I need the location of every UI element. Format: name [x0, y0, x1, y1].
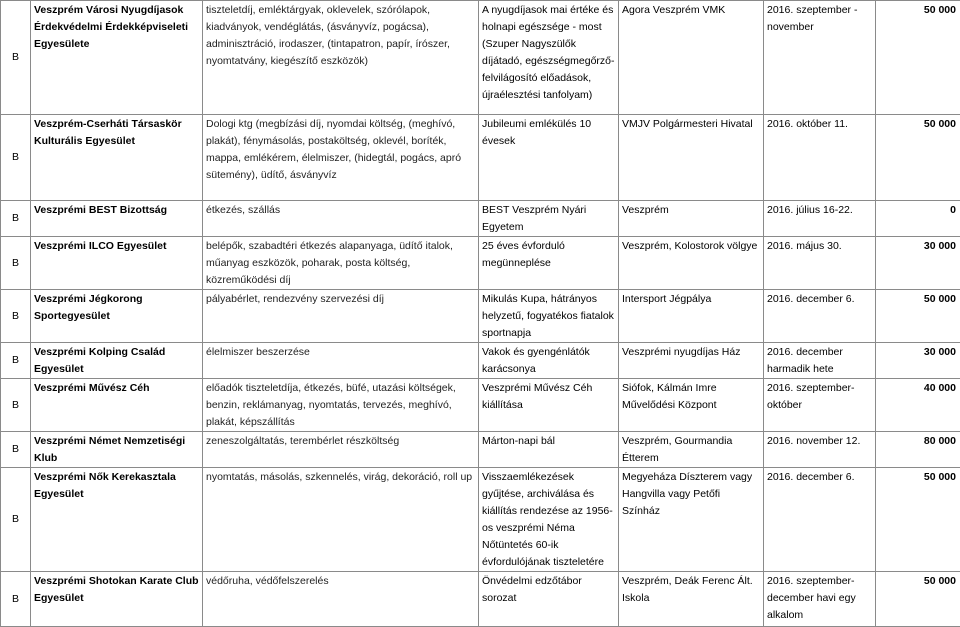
table-row	[1, 572, 960, 627]
amount-cell: 80 000	[876, 432, 960, 468]
purpose-cell: étkezés, szállás	[203, 201, 479, 237]
table-row	[1, 432, 960, 468]
category-cell: B	[1, 468, 31, 572]
event-cell: Vakok és gyengénlátók karácsonya	[479, 343, 619, 379]
organization-cell: Veszprémi ILCO Egyesület	[31, 237, 203, 290]
purpose-cell: tiszteletdíj, emléktárgyak, oklevelek, szórólapok, kiadványok, vendéglátás, (ásványvíz, pogácsa), adminisztráció, irodaszer, (tintapatron, papír, írószer, nyomtatvány, kiegészítő eszközök)	[203, 1, 479, 115]
amount-cell: 30 000	[876, 343, 960, 379]
organization-cell: Veszprémi Jégkorong Sportegyesület	[31, 290, 203, 343]
table-row	[1, 115, 960, 201]
table-row	[1, 237, 960, 290]
venue-cell: Siófok, Kálmán Imre Művelődési Központ	[619, 379, 764, 432]
purpose-cell: előadók tiszteletdíja, étkezés, büfé, utazási költségek, benzin, reklámanyag, nyomtatás, tervezés, meghívó, plakát, képszállítás	[203, 379, 479, 432]
venue-cell: Agora Veszprém VMK	[619, 1, 764, 115]
table-row	[1, 468, 960, 572]
event-cell: Márton-napi bál	[479, 432, 619, 468]
organization-cell: Veszprémi Művész Céh	[31, 379, 203, 432]
organization-cell: Veszprém-Cserháti Társaskör Kulturális Egyesület	[31, 115, 203, 201]
purpose-cell: nyomtatás, másolás, szkennelés, virág, dekoráció, roll up	[203, 468, 479, 572]
date-cell: 2016. december 6.	[764, 290, 876, 343]
amount-cell: 50 000	[876, 1, 960, 115]
event-cell: Jubileumi emlékülés 10 évesek	[479, 115, 619, 201]
date-cell: 2016. november 12.	[764, 432, 876, 468]
purpose-cell: védőruha, védőfelszerelés	[203, 572, 479, 627]
date-cell: 2016. szeptember - november	[764, 1, 876, 115]
date-cell: 2016. május 30.	[764, 237, 876, 290]
event-cell: BEST Veszprém Nyári Egyetem	[479, 201, 619, 237]
date-cell: 2016. szeptember-december havi egy alkalom	[764, 572, 876, 627]
amount-cell: 0	[876, 201, 960, 237]
purpose-cell: pályabérlet, rendezvény szervezési díj	[203, 290, 479, 343]
amount-cell: 40 000	[876, 379, 960, 432]
venue-cell: Veszprém, Deák Ferenc Ált. Iskola	[619, 572, 764, 627]
date-cell: 2016. július 16-22.	[764, 201, 876, 237]
organization-cell: Veszprémi Kolping Család Egyesület	[31, 343, 203, 379]
category-cell: B	[1, 432, 31, 468]
venue-cell: Veszprémi nyugdíjas Ház	[619, 343, 764, 379]
date-cell: 2016. december 6.	[764, 468, 876, 572]
purpose-cell: zeneszolgáltatás, terembérlet részköltség	[203, 432, 479, 468]
table-row	[1, 290, 960, 343]
date-cell: 2016. szeptember-október	[764, 379, 876, 432]
category-cell: B	[1, 379, 31, 432]
date-cell: 2016. október 11.	[764, 115, 876, 201]
date-cell: 2016. december harmadik hete	[764, 343, 876, 379]
event-cell: 25 éves évforduló megünneplése	[479, 237, 619, 290]
table-row	[1, 1, 960, 115]
purpose-cell: élelmiszer beszerzése	[203, 343, 479, 379]
amount-cell: 50 000	[876, 468, 960, 572]
organization-cell: Veszprémi Nők Kerekasztala Egyesület	[31, 468, 203, 572]
category-cell: B	[1, 237, 31, 290]
amount-cell: 50 000	[876, 572, 960, 627]
venue-cell: Veszprém, Kolostorok völgye	[619, 237, 764, 290]
category-cell: B	[1, 1, 31, 115]
table-row	[1, 343, 960, 379]
table-row	[1, 201, 960, 237]
category-cell: B	[1, 201, 31, 237]
venue-cell: VMJV Polgármesteri Hivatal	[619, 115, 764, 201]
amount-cell: 50 000	[876, 115, 960, 201]
venue-cell: Veszprém, Gourmandia Étterem	[619, 432, 764, 468]
event-cell: A nyugdíjasok mai értéke és holnapi egészsége - most (Szuper Nagyszülők díjátadó, egészségmegőrző-felvilágosító előadások, újraélesztési tanfolyam)	[479, 1, 619, 115]
event-cell: Mikulás Kupa, hátrányos helyzetű, fogyatékos fiatalok sportnapja	[479, 290, 619, 343]
table-row	[1, 379, 960, 432]
venue-cell: Megyeháza Díszterem vagy Hangvilla vagy Petőfi Színház	[619, 468, 764, 572]
organization-cell: Veszprém Városi Nyugdíjasok Érdekvédelmi Érdekképviseleti Egyesülete	[31, 1, 203, 115]
event-cell: Visszaemlékezések gyűjtése, archiválása és kiállítás rendezése az 1956-os veszprémi Néma Nőtüntetés 60-ik évfordulójának tiszteletére	[479, 468, 619, 572]
venue-cell: Veszprém	[619, 201, 764, 237]
purpose-cell: Dologi ktg (megbízási díj, nyomdai költség, (meghívó, plakát), fénymásolás, postaköltség, oklevél, boríték, mappa, emlékérem, élelmiszer, (hidegtál, pogács, apró sütemény), üdítő, ásványvíz	[203, 115, 479, 201]
amount-cell: 50 000	[876, 290, 960, 343]
category-cell: B	[1, 572, 31, 627]
organization-cell: Veszprémi BEST Bizottság	[31, 201, 203, 237]
category-cell: B	[1, 115, 31, 201]
purpose-cell: belépők, szabadtéri étkezés alapanyaga, üdítő italok, műanyag eszközök, poharak, posta költség, közreműködési díj	[203, 237, 479, 290]
organization-cell: Veszprémi Német Nemzetiségi Klub	[31, 432, 203, 468]
category-cell: B	[1, 343, 31, 379]
event-cell: Önvédelmi edzőtábor sorozat	[479, 572, 619, 627]
event-cell: Veszprémi Művész Céh kiállítása	[479, 379, 619, 432]
amount-cell: 30 000	[876, 237, 960, 290]
venue-cell: Intersport Jégpálya	[619, 290, 764, 343]
organization-cell: Veszprémi Shotokan Karate Club Egyesület	[31, 572, 203, 627]
category-cell: B	[1, 290, 31, 343]
